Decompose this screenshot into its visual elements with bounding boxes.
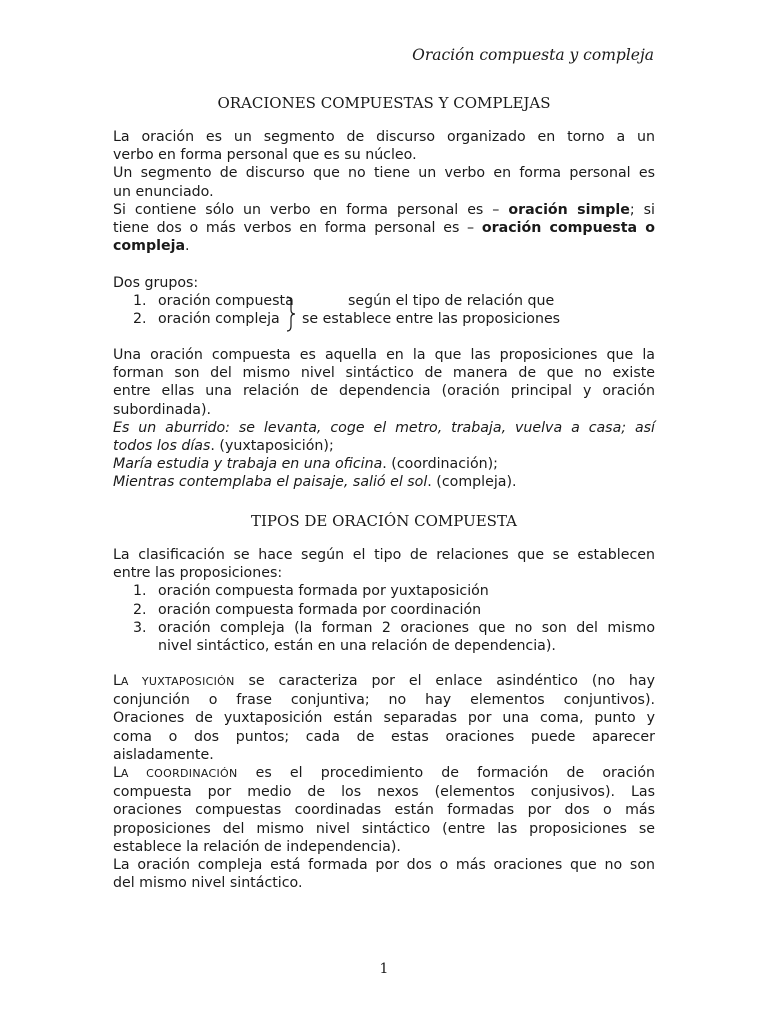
text-line: Oraciones de yuxtaposición están separadas por una coma, punto y [113, 710, 655, 727]
text-line: La clasificación se hace según el tipo de relaciones que se establecen [113, 547, 655, 563]
list-item: 3. oración compleja (la forman 2 oraciones que no son del mismo nivel sintáctico, están en una relación de dependencia). [133, 619, 655, 655]
text-line: verbo en forma personal que es su núcleo. [113, 147, 417, 164]
list-number: 2. [133, 311, 147, 328]
list-item-text: oración compuesta [158, 293, 294, 310]
term-compleja: compleja [113, 238, 186, 255]
list-item-text: oración compleja [158, 311, 280, 328]
text-line: tiene dos o más verbos en forma personal es – oración compuesta o [113, 220, 655, 237]
list-number: 1. [133, 293, 147, 310]
curly-brace-icon [283, 296, 297, 332]
text-line: compuesta por medio de los nexos (elementos conjusivos). Las [113, 784, 655, 801]
text-line: Un segmento de discurso que no tiene un verbo en forma personal es [113, 165, 655, 182]
text-line: coma o dos puntos; cada de estas oraciones puede aparecer [113, 728, 655, 745]
types-section [113, 546, 655, 655]
example-line: todos los días. (yuxtaposición); [113, 438, 334, 455]
list-item-note: se establece entre las proposiciones [302, 311, 561, 328]
text-line: LA COORDINACIÓN es el procedimiento de formación de oración [113, 765, 656, 782]
groups-heading: Dos grupos: [113, 275, 199, 291]
example-line: Mientras contemplaba el paisaje, salió el sol. (compleja). [113, 474, 517, 491]
text-line: conjunción o frase conjuntiva; no hay elementos conjuntivos). [113, 692, 655, 709]
text-line: La oración compleja está formada por dos o más oraciones que no son [113, 857, 655, 874]
groups-section [113, 274, 655, 329]
page-number: 1 [379, 961, 389, 977]
text-line: establece la relación de independencia). [113, 838, 401, 855]
list-item-note: según el tipo de relación que [348, 293, 555, 310]
definition-paragraph [113, 346, 655, 492]
text-line: subordinada). [113, 401, 212, 418]
text-line: aisladamente. [113, 746, 214, 763]
explanations-section [113, 672, 655, 892]
text-line: forman son del mismo nivel sintáctico de manera de que no existe [113, 365, 655, 382]
types-list [113, 582, 655, 655]
main-title: ORACIONES COMPUESTAS Y COMPLEJAS [217, 94, 551, 112]
text-line: proposiciones del mismo nivel sintáctico (entre las proposiciones se [113, 820, 655, 837]
text-line: entre ellas una relación de dependencia (oración principal y oración [113, 383, 655, 400]
text-line: LA YUXTAPOSICIÓN se caracteriza por el enlace asindéntico (no hay [113, 673, 655, 689]
term-oracion-simple: oración simple [508, 201, 630, 218]
text-line: compleja. [113, 238, 190, 255]
running-header: Oración compuesta y compleja [412, 46, 654, 64]
list-item: 1. oración compuesta formada por yuxtaposición [133, 583, 489, 600]
example-line: Es un aburrido: se levanta, coge el metro, trabaja, vuelva a casa; así [113, 419, 655, 436]
term-yuxtaposicion: YUXTAPOSICIÓN [141, 675, 235, 688]
text-line: Una oración compuesta es aquella en la que las proposiciones que la [113, 347, 655, 363]
text-line: La oración es un segmento de discurso organizado en torno a un [113, 129, 655, 145]
section-title: TIPOS DE ORACIÓN COMPUESTA [251, 512, 517, 530]
term-oracion-compuesta: oración compuesta o [481, 220, 655, 237]
list-item [113, 310, 655, 328]
list-item [113, 292, 655, 310]
text-line: un enunciado. [113, 183, 214, 200]
list-item: 2. oración compuesta formada por coordinación [133, 601, 482, 618]
term-coordinacion: COORDINACIÓN [146, 767, 238, 781]
text-line: del mismo nivel sintáctico. [113, 875, 303, 892]
example-line: María estudia y trabaja en una oficina. (coordinación); [113, 456, 498, 473]
text-line: entre las proposiciones: [113, 565, 283, 582]
text-line: oraciones compuestas coordinadas están formadas por dos o más [113, 802, 655, 819]
text-line: Si contiene sólo un verbo en forma personal es – oración simple; si [113, 201, 656, 218]
intro-paragraph [113, 128, 655, 255]
